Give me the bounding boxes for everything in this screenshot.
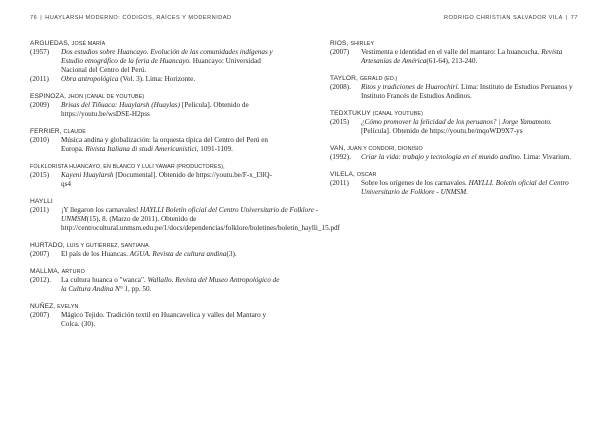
- author-surname: NUÑEZ,: [30, 303, 58, 310]
- bib-text: [61, 48, 280, 75]
- bib-text-plain: (61-64), 213-240.: [426, 57, 478, 65]
- left-running-header: [30, 15, 232, 21]
- bib-text: [361, 83, 580, 101]
- bib-year: (2015): [330, 118, 350, 126]
- right-running-header: [444, 15, 578, 21]
- bib-year: (2008).: [330, 83, 351, 91]
- right-page-number: 77: [570, 15, 578, 21]
- bib-item: [30, 101, 280, 119]
- bib-text-italic: Obra antropológica: [61, 75, 119, 83]
- bib-entry: [30, 198, 341, 233]
- bib-author: [30, 93, 280, 101]
- bib-item: [30, 206, 341, 233]
- bib-text-italic: Kayeni Huaylarsh: [61, 171, 114, 179]
- author-given-name: (CANAL YOUTUBE): [372, 111, 423, 117]
- author-given-name: GERALD (ED.): [359, 76, 398, 82]
- bib-author: [30, 163, 280, 171]
- bib-author: [30, 268, 280, 276]
- bib-author: [30, 40, 280, 48]
- bib-author: [30, 242, 280, 250]
- author-given-name: CLAUDE: [63, 129, 86, 135]
- bib-text-plain: [Documental]. Obtenido de https://youtu.be/F-x_I3lQ-qs4: [61, 171, 273, 188]
- bib-entry: [330, 40, 580, 66]
- author-given-name: ARTURO: [61, 269, 85, 275]
- bib-entry: [330, 110, 580, 136]
- bib-text-plain: Vestimenta e identidad en el valle del mantaro: La huancucha.: [361, 48, 542, 56]
- bib-year: (2007): [330, 48, 350, 56]
- author-surname: HURTADO,: [30, 242, 67, 249]
- author-surname: TEDXTUKUY: [330, 110, 373, 117]
- bib-text-italic: Brisas del Tiñuaca: Huaylarsh (Huaylas): [61, 101, 180, 109]
- bib-author: [30, 303, 280, 311]
- bib-item: [330, 179, 580, 197]
- bib-entry: [330, 75, 580, 101]
- bib-text-plain: (3).: [226, 250, 237, 258]
- author-given-name: JUAN Y CONDORI, DIONISIO: [347, 146, 423, 152]
- bib-text-italic: Wallallo. Revista del Museo Antropológico de la Cultura Andina N° 1,: [61, 276, 280, 293]
- bib-text-italic: Criar la vida: trabajo y tecnología en el mundo andino.: [361, 153, 522, 161]
- bib-item: [30, 48, 280, 75]
- left-running-title: HUAYLARSH MODERNO: CÓDIGOS, RAÍCES Y MODERNIDAD: [45, 15, 232, 21]
- author-surname: RIOS,: [330, 40, 351, 47]
- bib-author: [330, 40, 580, 48]
- bib-entry: [30, 128, 280, 154]
- bib-item: [30, 136, 280, 154]
- bib-year: (2011): [30, 206, 49, 214]
- bib-entry: [30, 242, 280, 259]
- bib-year: (2009): [30, 101, 50, 109]
- bib-author: [330, 171, 580, 179]
- bib-text-italic: Dos estudios sobre Huancayo. Evolución de las comunidades indígenas y Estudio etnográfico de la feria de Huancayo.: [61, 48, 273, 65]
- bib-text: [61, 75, 280, 84]
- bib-text-plain: Lima: Instituto de Estudios Peruanos y Instituto Francés de Estudios Andinos.: [361, 83, 573, 100]
- author-given-name: OSCAR: [356, 172, 377, 178]
- author-surname: MALLMA,: [30, 268, 62, 275]
- bib-text: [61, 101, 280, 119]
- header-separator: |: [40, 15, 43, 21]
- bib-text-plain: Huancayo: Universidad Nacional del Centro del Perú.: [61, 57, 261, 74]
- header-separator: |: [565, 15, 568, 21]
- bib-year: (2011): [30, 75, 49, 83]
- bib-text: [61, 250, 280, 259]
- bib-item: [330, 83, 580, 101]
- bib-text-italic: HAYLLI Boletín oficial del Centro Universitario de Folklore - UNMSM: [61, 206, 319, 223]
- bib-text-plain: (Vol. 3). Lima: Horizonte.: [118, 75, 196, 83]
- bib-author: [330, 145, 580, 153]
- bib-item: [30, 250, 280, 259]
- author-given-name: JOSÉ MARÍA: [71, 41, 106, 47]
- bib-text-plain: [Película]. Obtenido de https://youtu.be/wsDSE-H2pss: [61, 101, 249, 118]
- bib-entry: [30, 163, 280, 189]
- bib-year: (2007): [30, 311, 50, 319]
- bib-text-plain: (15), 8. (Marzo de 2011). Obtenido de http://centrocultural.unmsm.edu.pe/1/docs/dependencias/folklore/boletines/boletin_haylli_15.pdf: [61, 215, 341, 232]
- bib-text-plain: [Película]. Obtenido de https://youtu.be/mqoWD9X7-ys: [361, 127, 523, 135]
- bib-item: [30, 75, 280, 84]
- bib-text: [361, 48, 580, 66]
- bib-text-italic: Ritos y tradiciones de Huarochirí.: [361, 83, 460, 91]
- bib-author: [330, 110, 580, 118]
- author-surname: VILELA,: [330, 171, 357, 178]
- bib-year: (1992).: [330, 153, 351, 161]
- bib-text: [61, 206, 340, 233]
- bib-text-plain: pp. 50.: [129, 285, 152, 293]
- right-running-author: RODRIGO CHRISTIAN SALVADOR VILA: [444, 15, 563, 21]
- author-given-name: FOLKLORISTA HUANCAYO, EN BLANCO Y LULI YAWAR (PRODUCTORES),: [30, 164, 225, 170]
- bib-text: [361, 153, 580, 162]
- author-given-name: LUIS Y GUTIÉRREZ, SANTIANA: [66, 243, 149, 249]
- bib-author: [30, 198, 280, 206]
- author-given-name: EVELYN: [57, 304, 79, 310]
- right-bibliography: [330, 40, 580, 206]
- bib-year: (2015): [30, 171, 50, 179]
- bib-text-plain: El país de los Huancas.: [61, 250, 130, 258]
- bib-text: [61, 136, 280, 154]
- bib-entry: [330, 145, 580, 162]
- bib-text: [361, 118, 580, 136]
- bib-item: [30, 171, 280, 189]
- bib-text-plain: Música andina y globalización: la orquesta típica del Centro del Perú en Europa.: [61, 136, 268, 153]
- bib-text-plain: La cultura huanca o "wanca".: [61, 276, 148, 284]
- author-surname: ARGUEDAS,: [30, 40, 72, 47]
- bib-year: (2007): [30, 250, 50, 258]
- author-surname: TAYLOR,: [330, 75, 360, 82]
- author-surname: FERRIER,: [30, 128, 64, 135]
- bib-year: (2012).: [30, 276, 51, 284]
- bib-text: [61, 311, 280, 329]
- bib-author: [30, 128, 280, 136]
- bib-item: [30, 276, 280, 294]
- bib-item: [330, 118, 580, 136]
- bib-text-plain: Mágico Tejido. Tradición textil en Huancavelica y valles del Mantaro y Colca. (30).: [61, 311, 267, 328]
- bib-text: [61, 276, 280, 294]
- author-given-name: JHON (CANAL DE YOUTUBE): [68, 94, 145, 100]
- author-surname: ESPINOZA,: [30, 93, 69, 100]
- bib-author: [330, 75, 580, 83]
- bib-text-plain: Lima: Vivarium.: [521, 153, 572, 161]
- bib-text-plain: ¡Y llegaron los carnavales!: [61, 206, 141, 214]
- bib-text-plain: , 1091-1109.: [196, 145, 233, 153]
- bib-entry: [30, 268, 280, 294]
- author-given-name: SHIRLEY: [350, 41, 375, 47]
- author-surname: HAYLLI: [30, 198, 53, 205]
- bib-text: [361, 179, 580, 197]
- left-page-number: 76: [30, 15, 38, 21]
- bib-text-plain: Sobre los orígenes de los carnavales.: [361, 179, 469, 187]
- bib-text: [61, 171, 280, 189]
- bib-item: [330, 48, 580, 66]
- bib-year: (1957): [30, 48, 50, 56]
- bib-entry: [330, 171, 580, 197]
- bib-item: [330, 153, 580, 162]
- bib-text-italic: Rivista Italiana di studi Americanistici: [85, 145, 197, 153]
- right-page: [300, 0, 600, 425]
- bib-year: (2011): [330, 179, 349, 187]
- bib-text-italic: Revista Artesanías de América: [361, 48, 563, 65]
- bib-text-italic: ¿Cómo promover la felicidad de los peruanos? | Jorge Yamamoto.: [361, 118, 552, 126]
- bib-entry: [30, 93, 280, 119]
- author-surname: VAN,: [330, 145, 348, 152]
- bib-item: [30, 311, 280, 329]
- bib-entry: [30, 40, 280, 84]
- bib-text-italic: AGUA. Revista de cultura andina: [129, 250, 227, 258]
- bib-entry: [30, 303, 280, 329]
- bib-year: (2010): [30, 136, 50, 144]
- bib-text-italic: HAYLLI. Boletín oficial del Centro Universitario de Folklore - UNMSM.: [361, 179, 569, 196]
